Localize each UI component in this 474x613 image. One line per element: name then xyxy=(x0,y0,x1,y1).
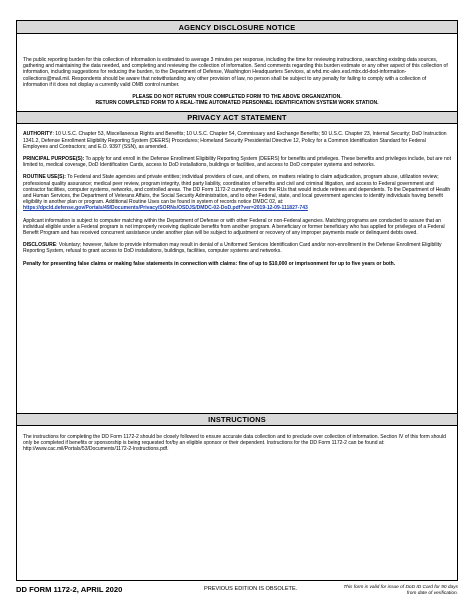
instructions-body: The instructions for completing the DD Form 1172-2 should be closely followed to ensure accurate data collection and to preclude over collection of information. Section IV of this form should only be completed if benefits or sponsorship is being requested for/by an eligible sponsor or their dependent. Instructions for the DD Form 1172-2 can be found at: http://www.cac.mil/Portals/53/Documents/1172-2-Instructions.pdf. xyxy=(23,434,446,453)
validity-line-2: from date of verification. xyxy=(406,591,458,596)
routine-uses-paragraph xyxy=(17,174,457,211)
sorn-link[interactable]: https://dpcld.defense.gov/Portals/49/Documents/Privacy/SORNs/OSDJS/DMDC-02-DoD.pdf?ver=2019-12-09-111827-743 xyxy=(23,205,308,212)
return-notice-line-1: PLEASE DO NOT RETURN YOUR COMPLETED FORM TO THE ABOVE ORGANIZATION. xyxy=(132,94,342,101)
form-number: DD FORM 1172-2, APRIL 2020 xyxy=(16,585,123,594)
routine-uses-text: To Federal and State agencies and private entities; individual providers of care, and others, on matters relating to claim adjudication, program abuse, utilization review; professional quality assurance; medical peer review, program integrity, third party liability, coordination of benefits and civil and criminal litigation, and access to Federal government and contractor facilities, computer systems, networks, and controlled areas. The DD Form 1172-2 currently covers the RUs that would include retirees and dependents. To the Department of Health and Human Services, the Department of Veterans Affairs, the Social Security Administration, and to other Federal, state, and local government agencies to identify individuals having benefit eligibility in another plan or program. Additional Routine Uses can be found in system of records notice DMDC 02, at: xyxy=(23,174,451,206)
previous-edition-note: PREVIOUS EDITION IS OBSOLETE. xyxy=(204,586,298,592)
instructions-section xyxy=(17,413,457,453)
agency-disclosure-body: The public reporting burden for this collection of information is estimated to average 3 minutes per response, including the time for reviewing instructions, searching existing data sources, gathering and maintaining the data needed, and completing and reviewing the collection of information. Send comments regarding this burden estimate or any other aspect of this collection of information, including suggestions for reducing the burden, to the Department of Defense, Washington Headquarters Services, at whd.mc-alex.esd.mbx.dd-dod-information-collections@mail.mil. Respondents should be aware that notwithstanding any other provision of law, no person shall be subject to any penalty for failing to comply with a collection of information if it does not display a currently valid OMB control number. xyxy=(23,57,448,88)
penalty-paragraph: Penalty for presenting false claims or making false statements in connection with claims: fine of up to $10,000 or imprisonment for up to five years or both. xyxy=(23,260,396,267)
routine-uses-label: ROUTINE USE(S): xyxy=(23,174,66,181)
validity-line-1: This form is valid for issue of DoD ID Card for 90 days xyxy=(343,585,458,590)
disclosure-text: : Voluntary; however, failure to provide information may result in denial of a Uniformed Services Identification Card and/or non-enrollment in the Defense Enrollment Eligibility Reporting System, refusal to grant access to DoD installations, buildings, facilities, computer systems and networks. xyxy=(23,242,442,255)
authority-text: : 10 U.S.C. Chapter 53, Miscellaneous Rights and Benefits; 10 U.S.C. Chapter 54, Commissary and Exchange Benefits; 50 U.S.C. Chapter 23, Internal Security; DoD Instruction 1341.2, Defense Enrollment Eligibility Reporting System (DEERS) Procedures; Homeland Security Presidential Directive 12, Policy for a Common Identification Standard for Federal Employees and Contractors; and E.O. 9397 (SSN), as amended. xyxy=(23,131,447,150)
form-frame xyxy=(16,20,458,581)
authority-paragraph xyxy=(17,131,457,150)
privacy-act-heading: PRIVACY ACT STATEMENT xyxy=(17,111,457,124)
purpose-text: To apply for and enroll in the Defense Enrollment Eligibility Reporting System (DEERS) for benefits and privileges. These benefits and privileges include, but are not limited to, medical coverage, DoD Identification Cards, access to DoD installations, buildings or facilities, and access to DoD computer systems and networks. xyxy=(23,156,451,169)
disclosure-label: DISCLOSURE xyxy=(23,242,57,249)
instructions-heading: INSTRUCTIONS xyxy=(17,413,457,426)
form-footer xyxy=(16,583,458,607)
computer-matching-paragraph: Applicant information is subject to computer matching within the Department of Defense or with other Federal or non-Federal agencies. Matching programs are conducted to assure that an individual eligible under a Federal program is not improperly receiving duplicate benefits from another program. A beneficiary or former beneficiary who has applied for privileges of a Federal Benefit Program and has received concurrent assistance under another plan will be subject to adjustment or recovery of any improper payments made or delinquent debts owed. xyxy=(23,217,445,237)
agency-disclosure-heading: AGENCY DISCLOSURE NOTICE xyxy=(17,21,457,34)
purpose-label: PRINCIPAL PURPOSE(S): xyxy=(23,156,85,163)
return-notice-line-2: RETURN COMPLETED FORM TO A REAL-TIME AUTOMATED PERSONNEL IDENTIFICATION SYSTEM WORK STATION. xyxy=(95,100,379,107)
validity-note xyxy=(343,585,458,597)
authority-label: AUTHORITY xyxy=(23,131,53,138)
disclosure-paragraph xyxy=(17,242,457,254)
purpose-paragraph xyxy=(17,156,457,168)
